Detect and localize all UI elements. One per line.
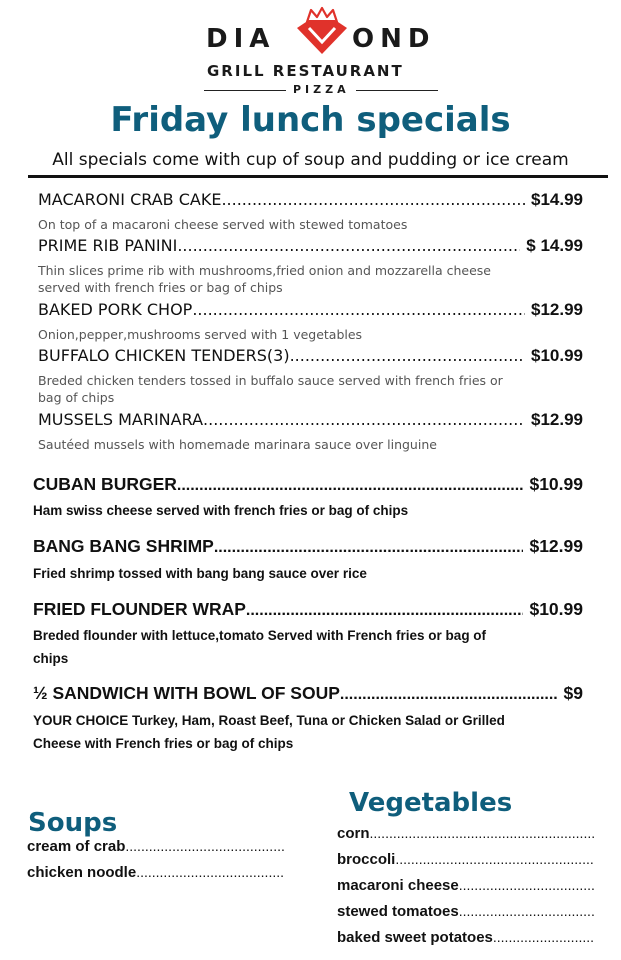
soup-item [27,838,285,855]
vegetable-item [337,929,595,946]
menu-item-name: BANG BANG SHRIMP [33,536,214,556]
logo-subtitle: GRILL RESTAURANT [207,62,404,80]
menu-item [38,190,583,210]
menu-item-description: On top of a macaroni cheese served with stewed tomatoes [38,217,408,232]
logo-left-text: DIA [206,24,276,54]
dot-leader [203,410,525,429]
dot-leader [125,838,285,854]
menu-item-name: PRIME RIB PANINI [38,236,178,255]
logo-divider-left [204,90,286,91]
heading-rule [28,175,608,178]
soup-item-name: cream of crab [27,838,126,855]
menu-item-price: $9 [563,683,583,703]
menu-item-price: $12.99 [531,300,583,319]
vegetable-item-name: baked sweet potatoes [337,929,493,946]
vegetable-item [337,903,595,920]
vegetables-title: Vegetables [349,788,513,818]
dot-leader [340,686,558,704]
dot-leader [459,877,595,893]
page-subtitle: All specials come with cup of soup and pudding or ice cream [52,150,569,170]
menu-item [33,474,583,495]
vegetable-item-name: stewed tomatoes [337,903,459,920]
soup-item [27,864,285,881]
menu-item-description: Breded chicken tenders tossed in buffalo sauce served with french fries or bag of chips [38,373,503,405]
menu-item-price: $10.99 [529,474,583,494]
logo-tag: PIZZA [293,83,350,96]
menu-item-description: Sautéed mussels with homemade marinara sauce over linguine [38,437,437,452]
menu-item-description: YOUR CHOICE Turkey, Ham, Roast Beef, Tuna or Chicken Salad or Grilled Cheese with French fries or bag of chips [33,713,505,751]
menu-item-price: $10.99 [531,346,583,365]
menu-item-price: $12.99 [529,536,583,556]
menu-item [38,346,583,366]
dot-leader [177,236,520,255]
menu-item-description: Onion,pepper,mushrooms served with 1 vegetables [38,327,363,342]
menu-item-name: MUSSELS MARINARA [38,410,204,429]
menu-item-name: MACARONI CRAB CAKE [38,190,222,209]
menu-item-name: BAKED PORK CHOP [38,300,193,319]
vegetable-item-name: broccoli [337,851,396,868]
dot-leader [493,929,595,945]
dot-leader [136,864,285,880]
menu-item [38,300,583,320]
menu-item-price: $14.99 [531,190,583,209]
soups-title: Soups [28,808,118,838]
menu-item [38,410,583,430]
menu-item-description: Ham swiss cheese served with french fries or bag of chips [33,503,409,518]
menu-item-description: Breded flounder with lettuce,tomato Served with French fries or bag of chips [33,628,487,666]
menu-item-description: Fried shrimp tossed with bang bang sauce over rice [33,566,367,581]
vegetable-item [337,851,595,868]
dot-leader [192,300,525,319]
menu-item [33,599,583,620]
menu-item-name: ½ SANDWICH WITH BOWL OF SOUP [33,683,340,703]
dot-leader [221,190,525,209]
soup-item-name: chicken noodle [27,864,137,881]
dot-leader [395,851,595,867]
menu-item-price: $10.99 [529,599,583,619]
page-title: Friday lunch specials [110,100,511,140]
dot-leader [214,539,524,557]
menu-item-description: Thin slices prime rib with mushrooms,fried onion and mozzarella cheese served with french fries or bag of chips [38,263,491,295]
vegetable-item-name: macaroni cheese [337,877,459,894]
logo-right-text: OND [352,24,436,54]
dot-leader [290,346,525,365]
menu-item [38,236,583,256]
menu-item [33,536,583,557]
menu-item-name: FRIED FLOUNDER WRAP [33,599,246,619]
logo-divider-right [356,90,438,91]
vegetable-item [337,825,595,842]
menu-item [33,683,583,704]
vegetable-item-name: corn [337,825,370,842]
diamond-crown-icon [289,4,355,56]
menu-item-price: $12.99 [531,410,583,429]
dot-leader [459,903,595,919]
menu-item-price: $ 14.99 [526,236,583,255]
dot-leader [177,477,524,495]
dot-leader [246,602,524,620]
vegetable-item [337,877,595,894]
menu-item-name: BUFFALO CHICKEN TENDERS(3) [38,346,290,365]
dot-leader [370,825,595,841]
menu-item-name: CUBAN BURGER [33,474,177,494]
